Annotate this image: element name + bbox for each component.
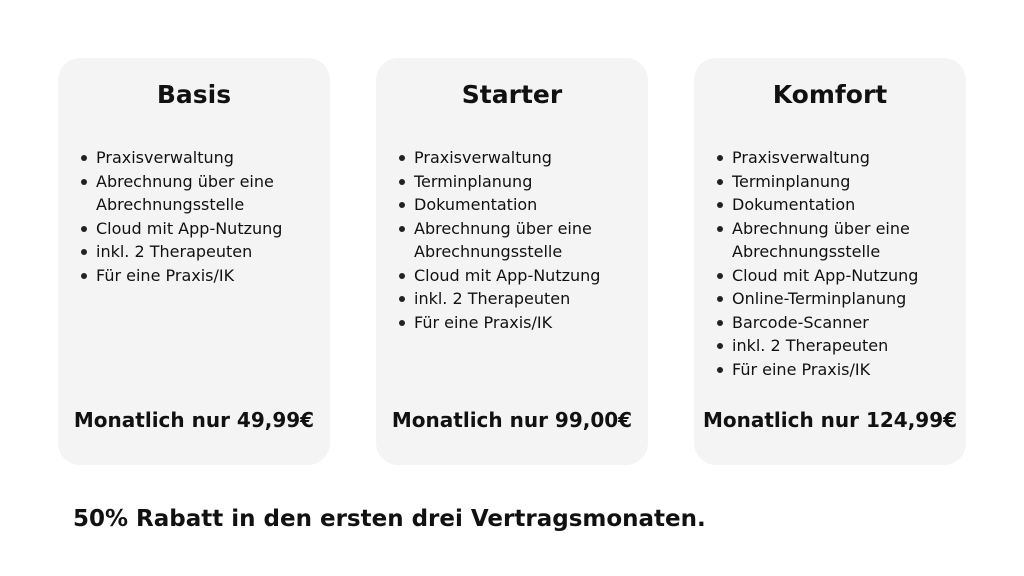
bullet-icon bbox=[717, 155, 723, 161]
feature-item: Cloud mit App-Nutzung bbox=[397, 264, 640, 288]
feature-item: Abrechnung über eine Abrechnungsstelle bbox=[715, 217, 958, 264]
feature-item: Terminplanung bbox=[715, 170, 958, 194]
feature-item: Cloud mit App-Nutzung bbox=[715, 264, 958, 288]
feature-list bbox=[715, 146, 958, 381]
bullet-icon bbox=[81, 155, 87, 161]
bullet-icon bbox=[399, 320, 405, 326]
feature-item: inkl. 2 Therapeuten bbox=[715, 334, 958, 358]
bullet-icon bbox=[717, 367, 723, 373]
plan-title: Basis bbox=[156, 80, 232, 109]
bullet-icon bbox=[399, 226, 405, 232]
plan-price: Monatlich nur 124,99€ bbox=[702, 408, 958, 432]
bullet-icon bbox=[717, 343, 723, 349]
bullet-icon bbox=[717, 202, 723, 208]
feature-item: Für eine Praxis/IK bbox=[715, 358, 958, 382]
plan-price: Monatlich nur 49,99€ bbox=[73, 408, 315, 432]
bullet-icon bbox=[81, 249, 87, 255]
feature-item: Cloud mit App-Nutzung bbox=[79, 217, 322, 241]
feature-item: Barcode-Scanner bbox=[715, 311, 958, 335]
feature-item: Terminplanung bbox=[397, 170, 640, 194]
feature-item: inkl. 2 Therapeuten bbox=[79, 240, 322, 264]
bullet-icon bbox=[717, 226, 723, 232]
feature-item: Praxisverwaltung bbox=[397, 146, 640, 170]
feature-item: Praxisverwaltung bbox=[79, 146, 322, 170]
plan-title: Starter bbox=[461, 80, 563, 109]
bullet-icon bbox=[399, 179, 405, 185]
plan-card-starter bbox=[376, 58, 648, 465]
bullet-icon bbox=[399, 202, 405, 208]
feature-item: Dokumentation bbox=[397, 193, 640, 217]
feature-item: Für eine Praxis/IK bbox=[397, 311, 640, 335]
bullet-icon bbox=[399, 296, 405, 302]
feature-item: Praxisverwaltung bbox=[715, 146, 958, 170]
bullet-icon bbox=[717, 320, 723, 326]
plan-price: Monatlich nur 99,00€ bbox=[391, 408, 633, 432]
plan-card-komfort bbox=[694, 58, 966, 465]
bullet-icon bbox=[399, 273, 405, 279]
bullet-icon bbox=[717, 273, 723, 279]
feature-list bbox=[79, 146, 322, 287]
feature-item: Dokumentation bbox=[715, 193, 958, 217]
bullet-icon bbox=[717, 179, 723, 185]
feature-item: Online-Terminplanung bbox=[715, 287, 958, 311]
bullet-icon bbox=[81, 226, 87, 232]
bullet-icon bbox=[81, 179, 87, 185]
discount-note: 50% Rabatt in den ersten drei Vertragsmonaten. bbox=[73, 506, 706, 532]
feature-list bbox=[397, 146, 640, 334]
bullet-icon bbox=[399, 155, 405, 161]
plan-card-basis bbox=[58, 58, 330, 465]
feature-item: Abrechnung über eine Abrechnungsstelle bbox=[79, 170, 322, 217]
bullet-icon bbox=[81, 273, 87, 279]
feature-item: Abrechnung über eine Abrechnungsstelle bbox=[397, 217, 640, 264]
bullet-icon bbox=[717, 296, 723, 302]
feature-item: inkl. 2 Therapeuten bbox=[397, 287, 640, 311]
feature-item: Für eine Praxis/IK bbox=[79, 264, 322, 288]
plan-title: Komfort bbox=[772, 80, 888, 109]
